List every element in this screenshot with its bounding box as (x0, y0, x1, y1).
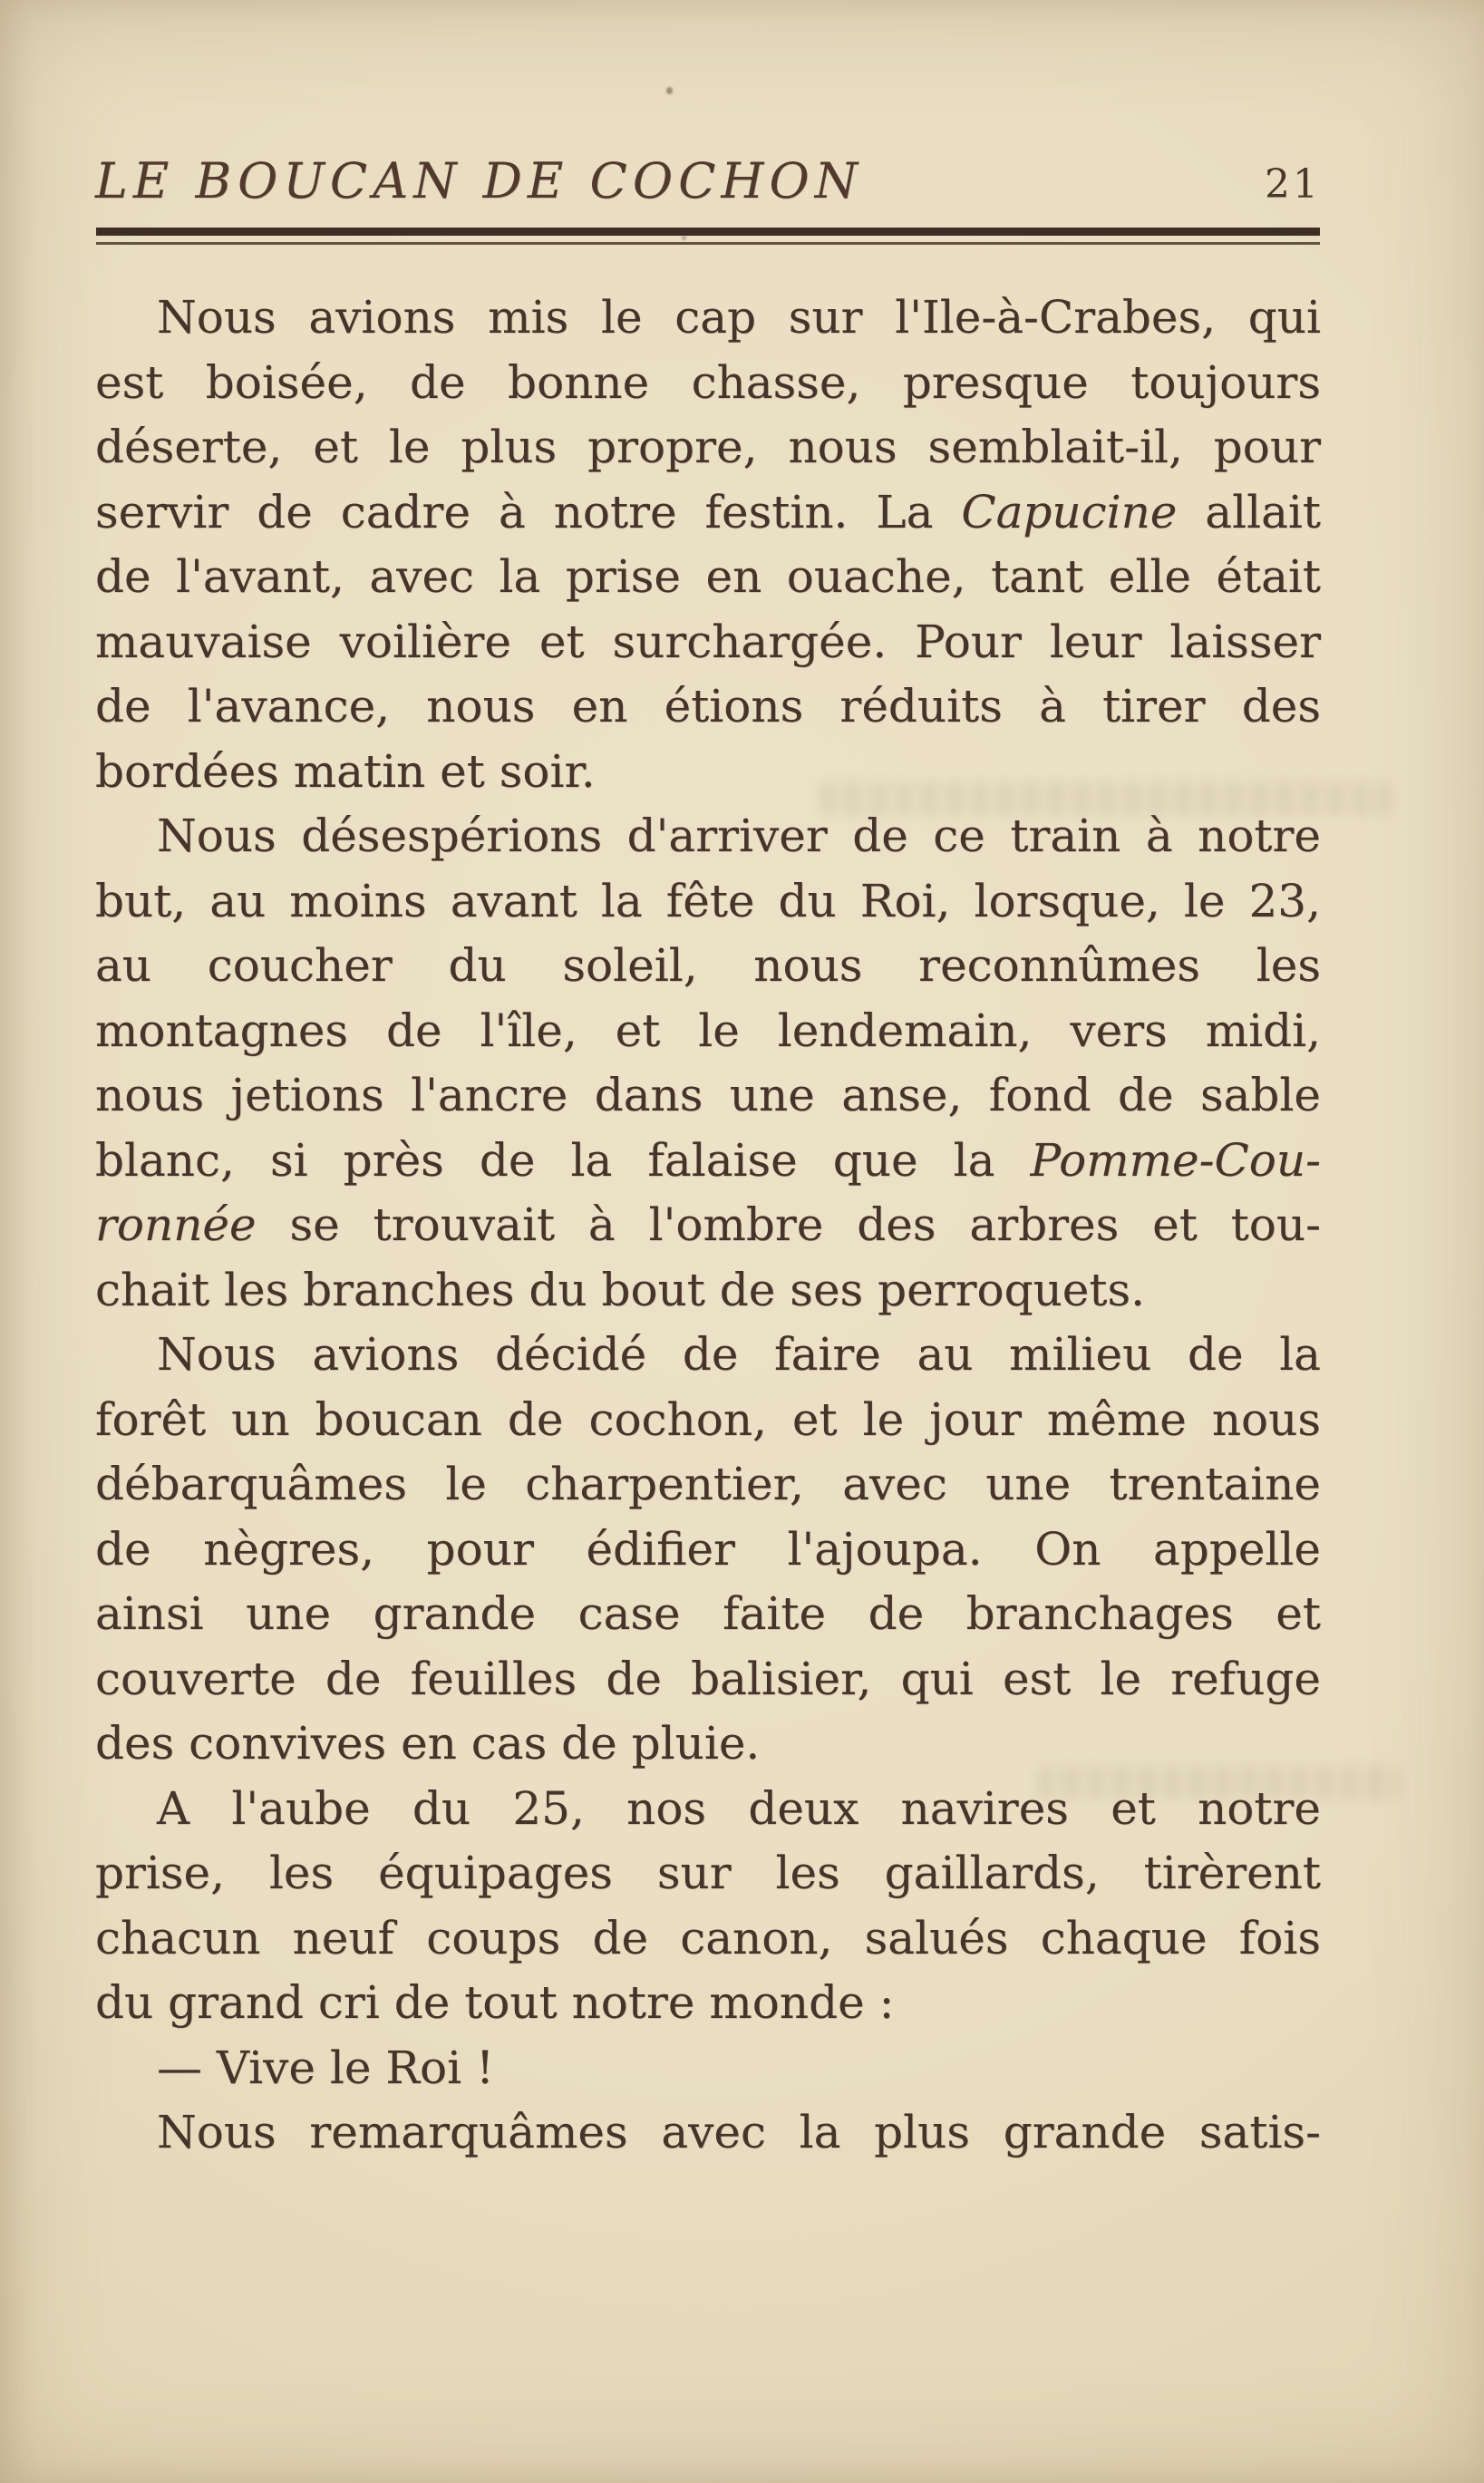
paper-speck (666, 87, 673, 94)
paragraph (95, 804, 1321, 1323)
paragraph (95, 1323, 1321, 1777)
ink-showthrough-artifact (1038, 1766, 1401, 1799)
text-line: ainsi une grande case faite de branchages et (95, 1587, 1321, 1640)
text-line: but, au moins avant la fête du Roi, lorsque, le 23, (95, 874, 1321, 927)
ink-showthrough-artifact (820, 781, 1392, 816)
text-line: chait les branches du bout de ses perroquets. (95, 1263, 1146, 1316)
text-line: — Vive le Roi ! (157, 2041, 495, 2094)
text-line: nous jetions l'ancre dans une anse, fond de sable (95, 1069, 1321, 1121)
text-line: prise, les équipages sur les gaillards, tirèrent (95, 1847, 1321, 1899)
text-line: du grand cri de tout notre monde : (95, 1976, 895, 2029)
text-line: déserte, et le plus propre, nous semblait-il, pour (95, 421, 1321, 473)
page-number: 21 (1265, 161, 1321, 208)
text-line: chacun neuf coups de canon, salués chaque fois (95, 1911, 1321, 1964)
text-line: forêt un boucan de cochon, et le jour même nous (95, 1392, 1321, 1446)
text-line: blanc, si près de la falaise que la Pomme-Cou- (95, 1133, 1321, 1187)
text-line: au coucher du soleil, nous reconnûmes les (95, 939, 1321, 992)
text-line: mauvaise voilière et surchargée. Pour leur laisser (95, 615, 1321, 668)
text-line: de l'avant, avec la prise en ouache, tant elle était (95, 550, 1321, 603)
text-line: servir de cadre à notre festin. La Capucine allait (95, 485, 1321, 538)
text-line: débarquâmes le charpentier, avec une trentaine (95, 1458, 1321, 1510)
text-line: A l'aube du 25, nos deux navires et notre (157, 1781, 1321, 1835)
text-line: des convives en cas de pluie. (95, 1717, 761, 1770)
paragraph (95, 2036, 1321, 2101)
paragraph (95, 1777, 1321, 2036)
page-text (95, 286, 1321, 2166)
text-line: ronnée se trouvait à l'ombre des arbres et tou- (95, 1198, 1321, 1251)
text-line: Nous remarquâmes avec la plus grande satis- (157, 2106, 1321, 2158)
paragraph (95, 286, 1321, 804)
header-rule (96, 228, 1320, 245)
text-line: de l'avance, nous en étions réduits à tirer des (95, 680, 1321, 732)
text-line: bordées matin et soir. (95, 744, 596, 798)
paper-speck (682, 236, 686, 240)
paragraph (95, 2100, 1321, 2166)
text-line: Nous désespérions d'arriver de ce train à notre (157, 810, 1321, 862)
text-line: montagnes de l'île, et le lendemain, vers midi, (95, 1004, 1321, 1057)
text-line: Nous avions décidé de faire au milieu de la (157, 1328, 1321, 1381)
running-title: LE BOUCAN DE COCHON (95, 152, 864, 209)
text-line: couverte de feuilles de balisier, qui est le refuge (95, 1652, 1321, 1705)
text-line: Nous avions mis le cap sur l'Ile-à-Crabes, qui (157, 291, 1321, 344)
page-header (95, 152, 1321, 209)
text-line: de nègres, pour édifier l'ajoupa. On appelle (95, 1522, 1321, 1576)
text-line: est boisée, de bonne chasse, presque toujours (95, 355, 1321, 409)
